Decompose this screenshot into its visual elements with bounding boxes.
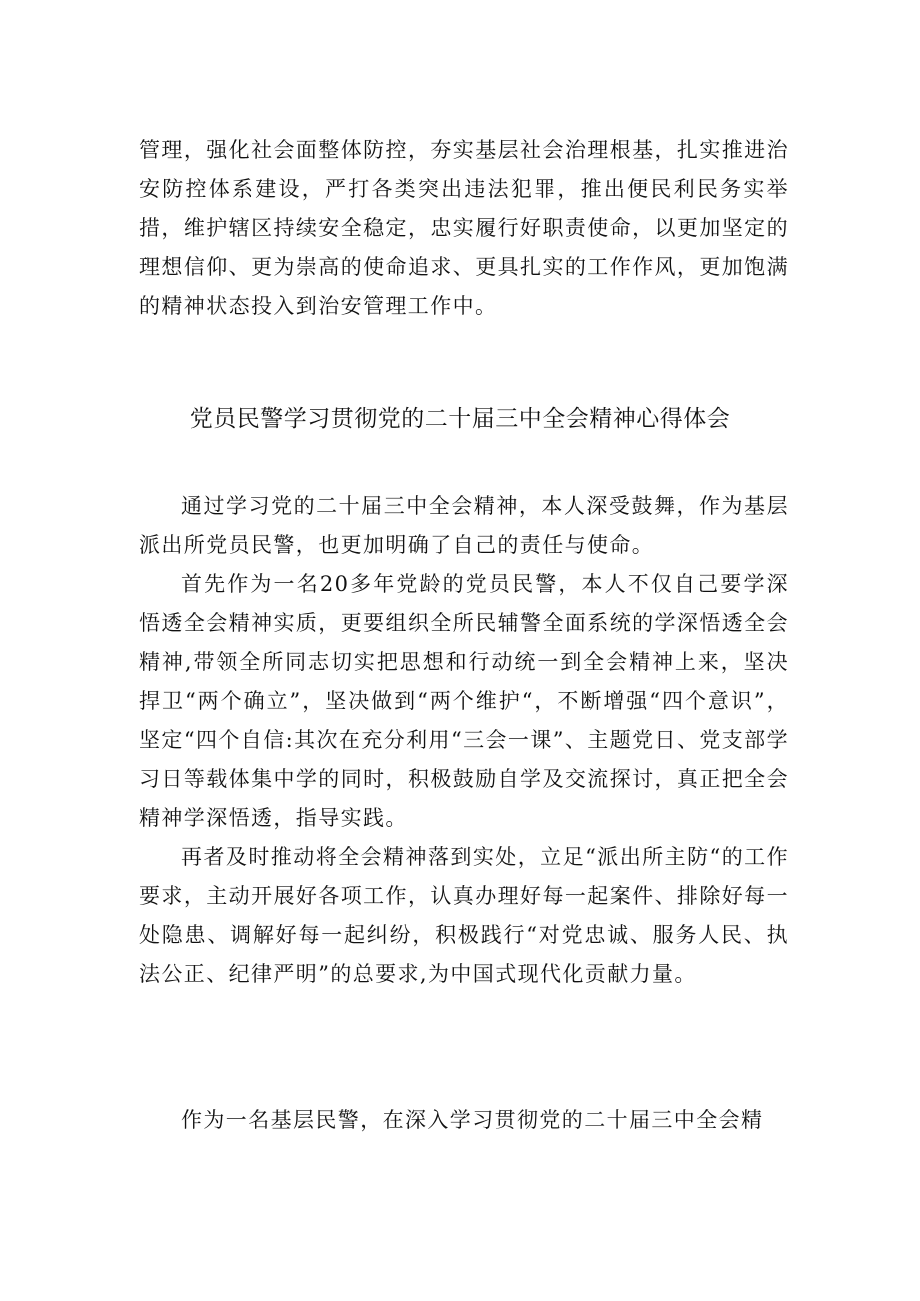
next-paragraph-start: 作为一名基层民警，在深入学习贯彻党的二十届三中全会精: [181, 1108, 764, 1132]
article-title: 党员民警学习贯彻党的二十届三中全会精神心得体会: [189, 406, 731, 432]
body-paragraph: 首先作为一名20多年党龄的党员民警，本人不仅自己要学深悟透全会精神实质，更要组织全所民辅警全面系统的学深悟透全会精神,带领全所同志切实把思想和行动统一到全会精神上来，坚决捍卫“两个确立”，坚决做到“两个维护“，不断增强“四个意识”，坚定“四个自信:其次在充分利用“三会一课”、主题党日、党支部学习日等载体集中学的同时，积极鼓励自学及交流探讨，真正把全会精神学深悟透，指导实践。: [139, 572, 789, 830]
next-article-text-block: [139, 1101, 789, 1140]
body-paragraph: 通过学习党的二十届三中全会精神，本人深受鼓舞，作为基层派出所党员民警，也更加明确了自己的责任与使命。: [139, 494, 789, 557]
article-body: [139, 487, 789, 994]
body-paragraph: 再者及时推动将全会精神落到实处，立足“派出所主防“的工作要求，主动开展好各项工作，认真办理好每一起案件、排除好每一处隐患、调解好每一起纠纷，积极践行“对党忠诚、服务人民、执法公正、纪律严明”的总要求,为中国式现代化贡献力量。: [139, 845, 789, 986]
continuation-paragraph: 管理，强化社会面整体防控，夯实基层社会治理根基，扎实推进治安防控体系建设，严打各类突出违法犯罪，推出便民利民务实举措，维护辖区持续安全稳定，忠实履行好职责使命，以更加坚定的理想信仰、更为崇高的使命追求、更具扎实的工作作风，更加饱满的精神状态投入到治安管理工作中。: [139, 138, 789, 318]
continuation-text-block: [139, 131, 789, 326]
